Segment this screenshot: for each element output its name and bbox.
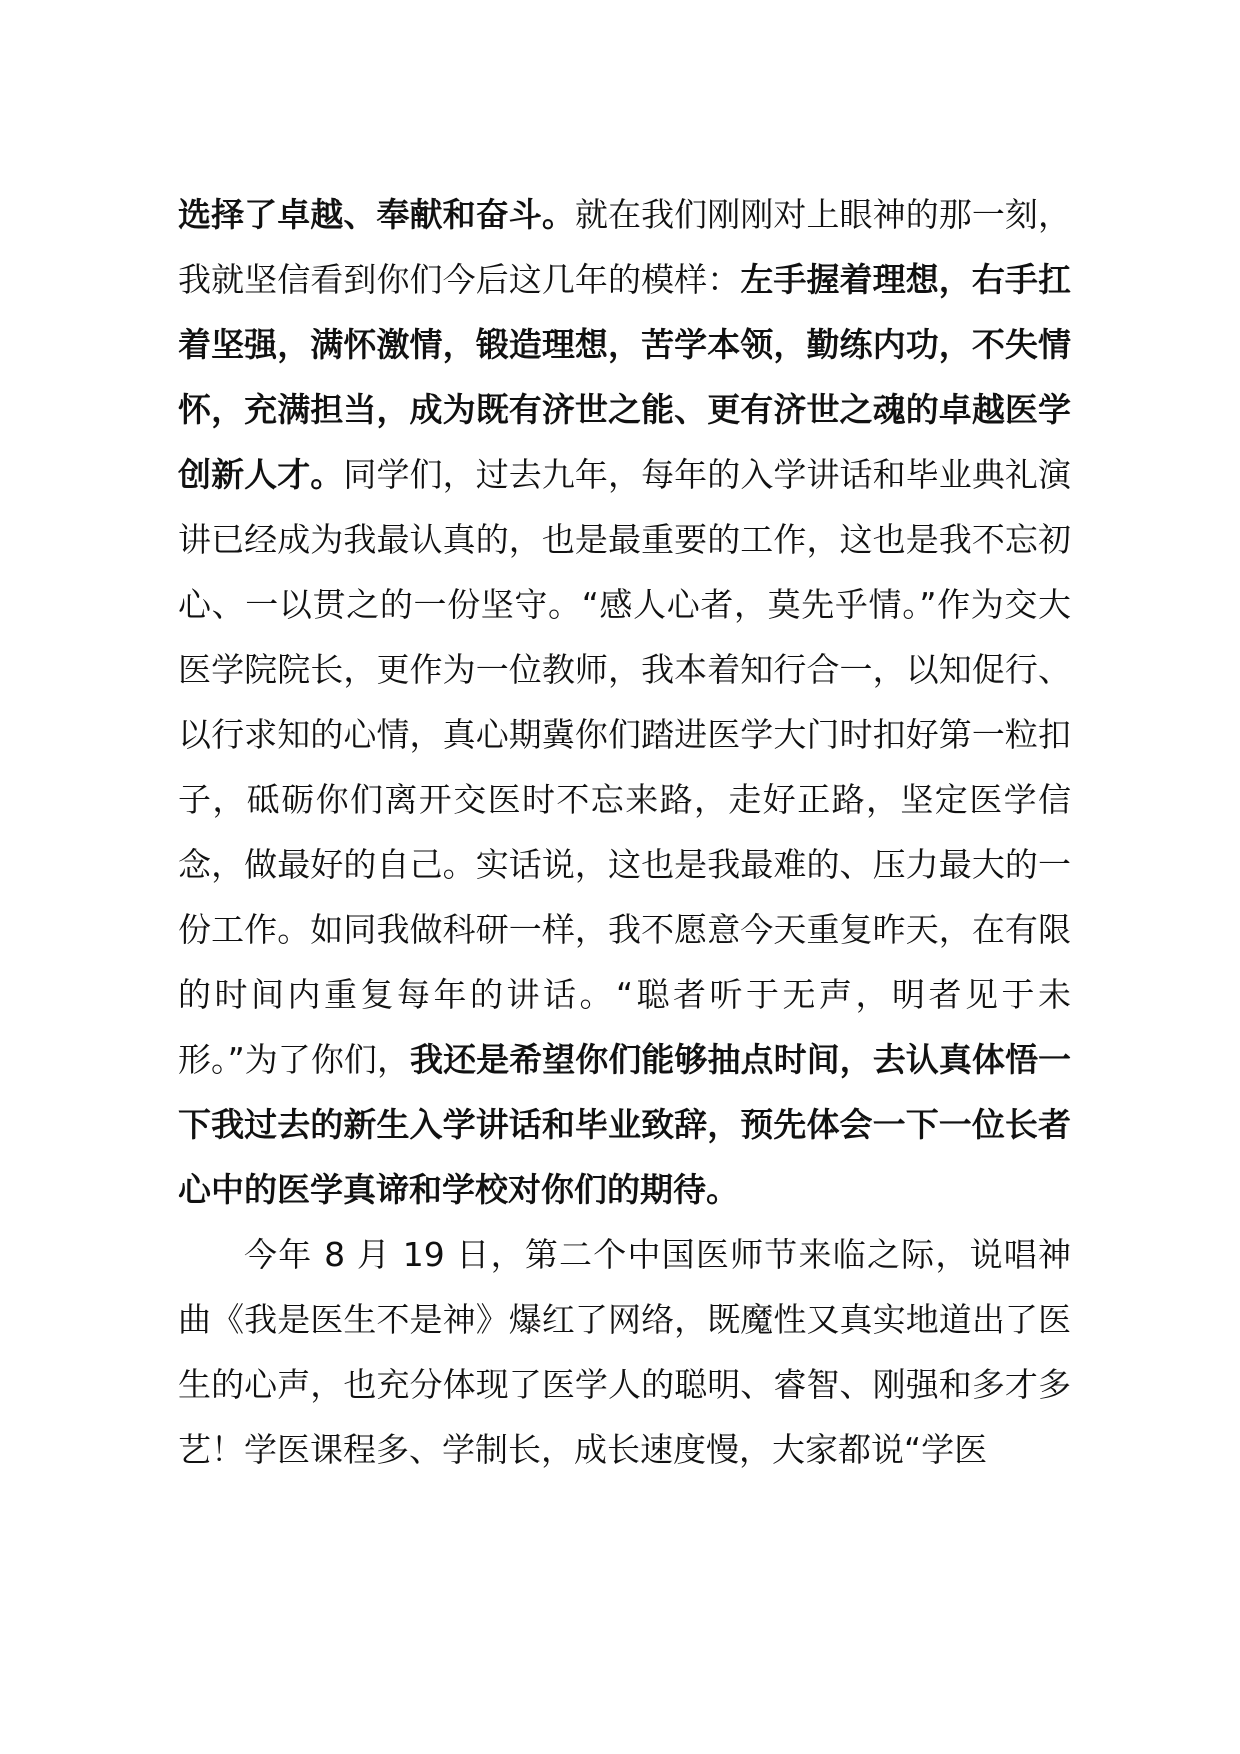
paragraph-2 bbox=[178, 1222, 1071, 1482]
text-segment: 就在我们刚刚对上眼神的那一刻，我就坚信看到你们今后这几年的模样： bbox=[178, 195, 1072, 299]
document-page bbox=[178, 182, 1071, 1482]
text-segment: 同学们，过去九年，每年的入学讲话和毕业典礼演讲已经成为我最认真的，也是最重要的工作，这也是我不忘初心、一以贯之的一份坚守。“感人心者，莫先乎情。”作为交大医学院院长，更作为一位教师，我本着知行合一，以知促行、以行求知的心情，真心期冀你们踏进医学大门时扣好第一粒扣子，砥砺你们离开交医时不忘来路，走好正路，坚定医学信念，做最好的自己。实话说，这也是我最难的、压力最大的一份工作。如同我做科研一样，我不愿意今天重复昨天，在有限的时间内重复每年的讲话。“聪者听于无声，明者见于未形。”为了你们， bbox=[178, 455, 1072, 1079]
bold-text-segment: 选择了卓越、奉献和奋斗。 bbox=[178, 195, 575, 234]
bold-text-segment: 左手握着理想，右手扛着坚强，满怀激情，锻造理想，苦学本领，勤练内功，不失情怀，充满担当，成为既有济世之能、更有济世之魂的卓越医学创新人才。 bbox=[178, 260, 1072, 494]
bold-text-segment: 我还是希望你们能够抽点时间，去认真体悟一下我过去的新生入学讲话和毕业致辞，预先体会一下一位长者心中的医学真谛和学校对你们的期待。 bbox=[178, 1040, 1071, 1209]
text-segment: 今年 8 月 19 日，第二个中国医师节来临之际，说唱神曲《我是医生不是神》爆红了网络，既魔性又真实地道出了医生的心声，也充分体现了医学人的聪明、睿智、刚强和多才多艺！学医课程多、学制长，成长速度慢，大家都说“学医 bbox=[178, 1235, 1071, 1469]
paragraph-1 bbox=[178, 182, 1071, 1222]
